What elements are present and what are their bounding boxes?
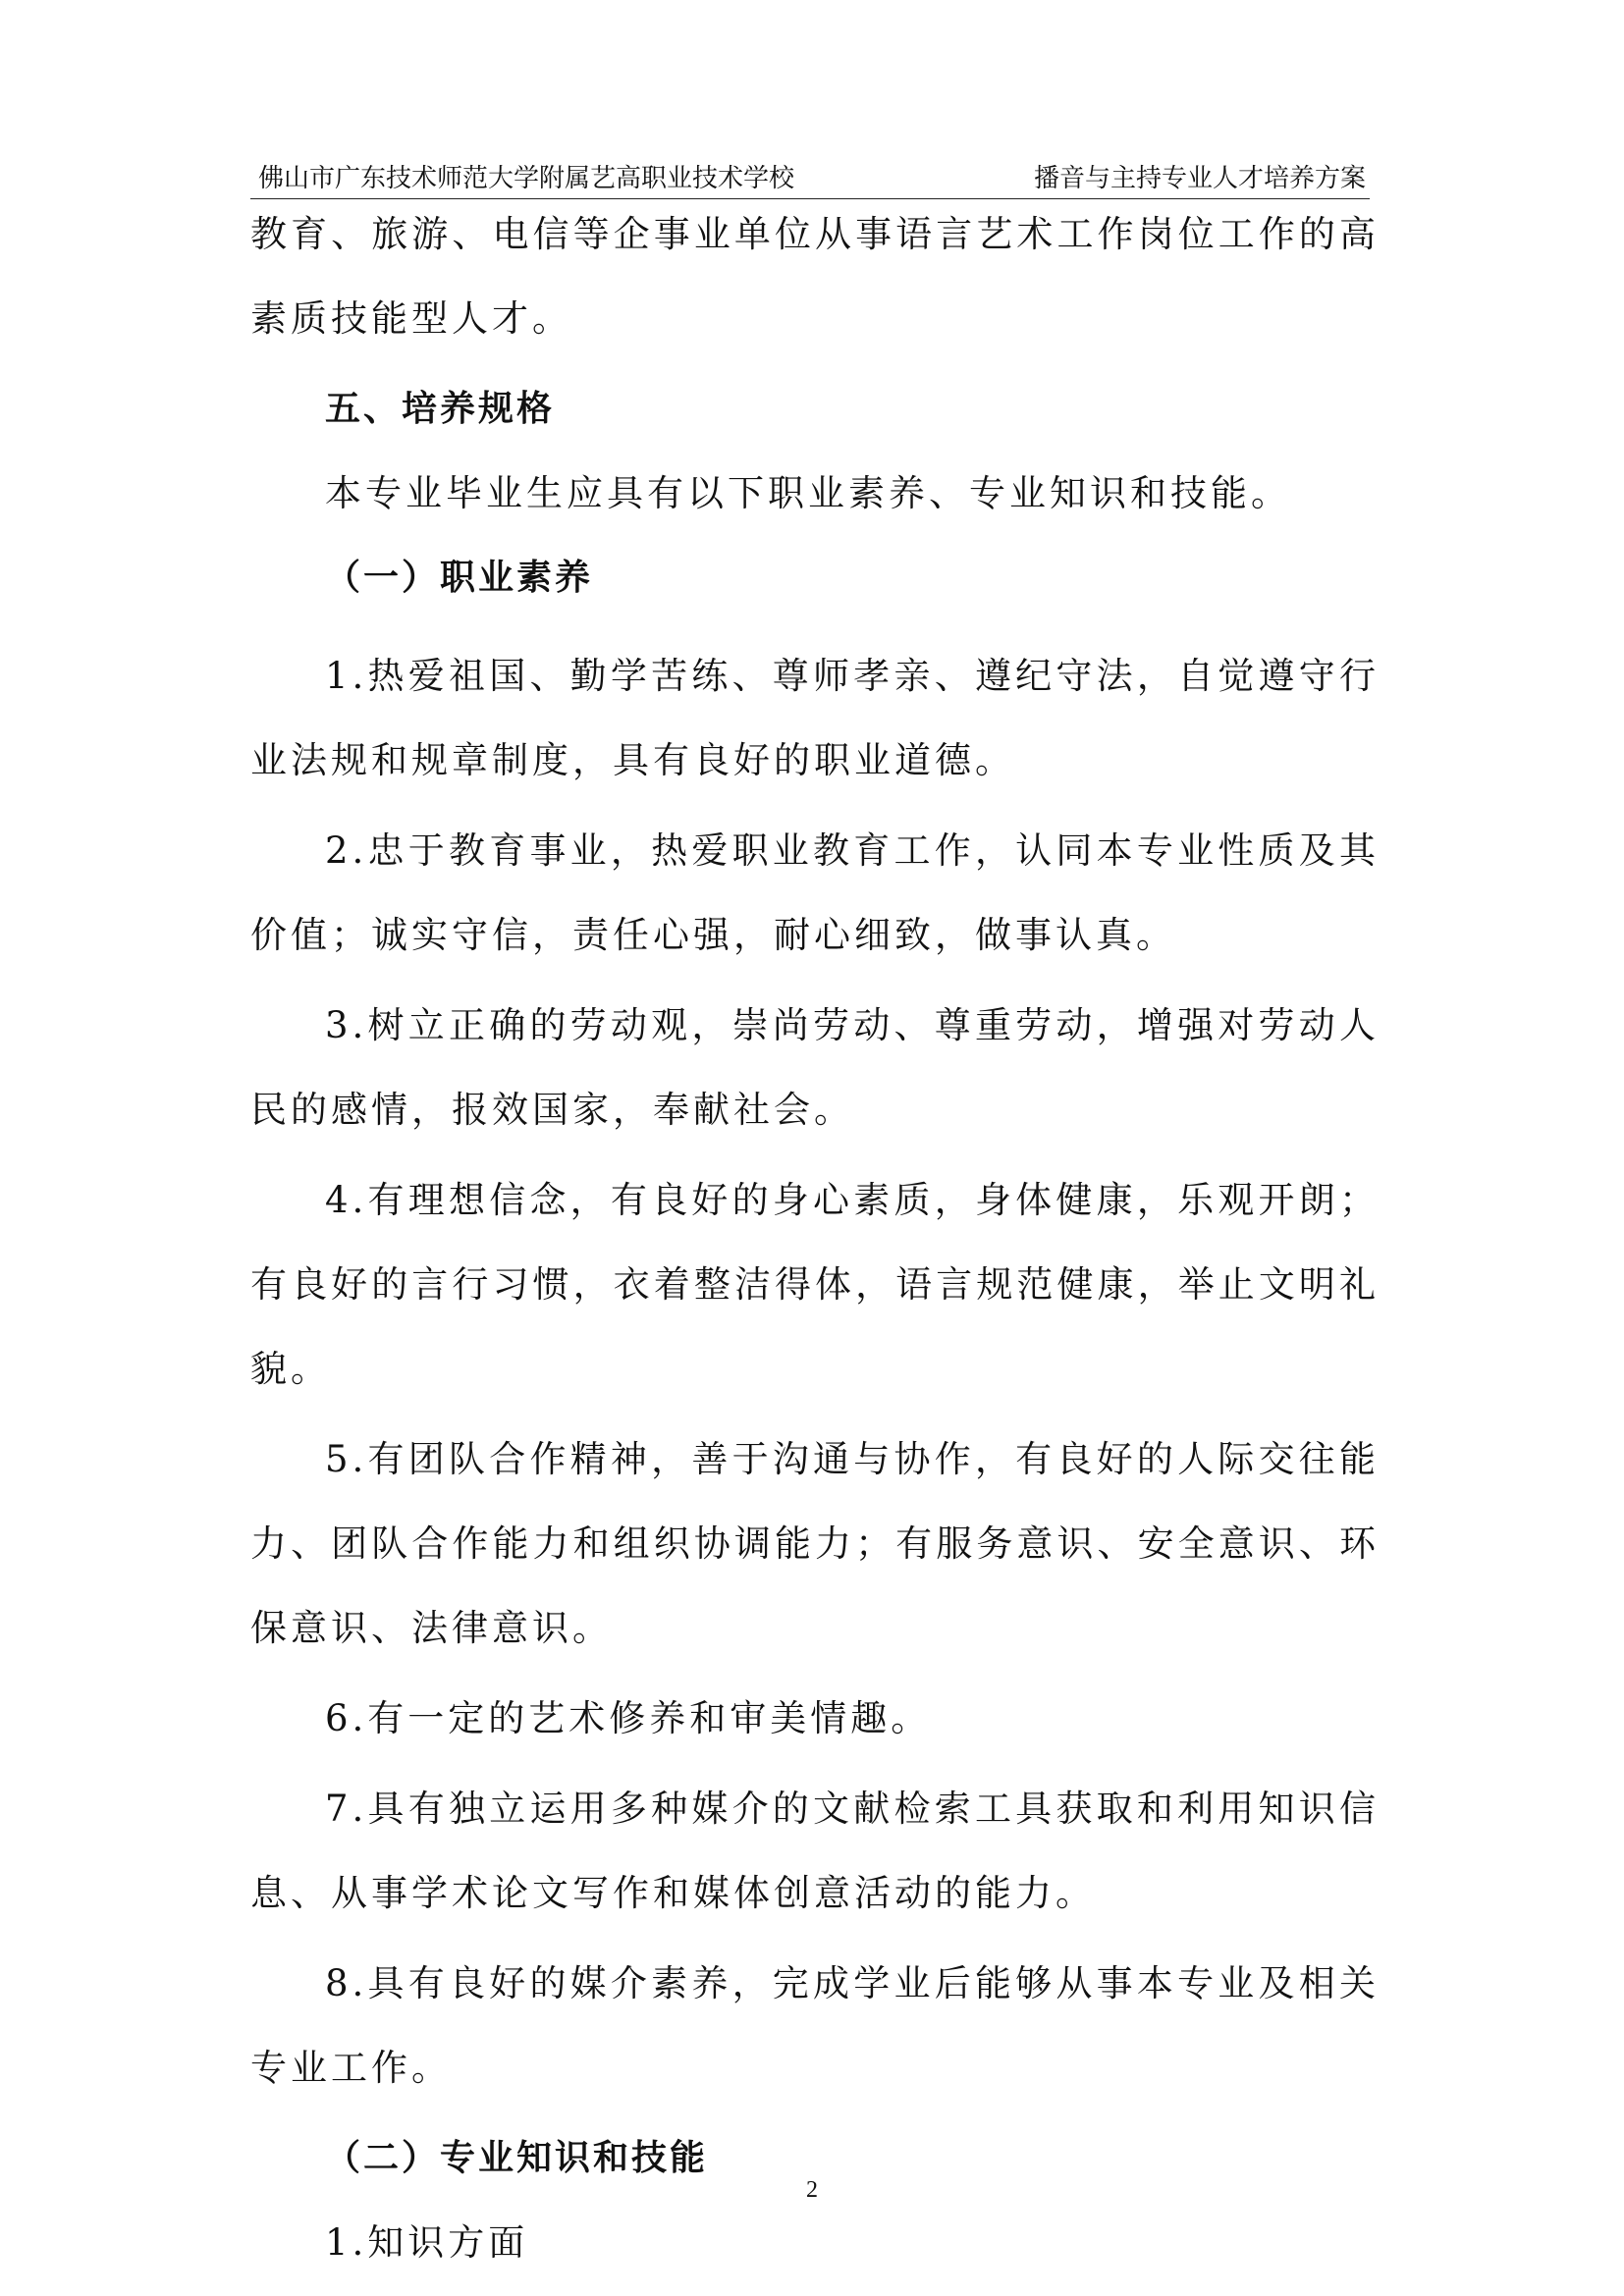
- header-document-title: 播音与主持专业人才培养方案: [1033, 164, 1366, 193]
- document-body: [250, 192, 1380, 2285]
- section-intro-paragraph: 本专业毕业生应具有以下职业素养、专业知识和技能。: [325, 472, 1291, 514]
- list-item: 5.有团队合作精神，善于沟通与协作，有良好的人际交往能力、团队合作能力和组织协调能力；有服务意识、安全意识、环保意识、法律意识。: [250, 1438, 1380, 1649]
- list-item: 6.有一定的艺术修养和审美情趣。: [325, 1697, 932, 1739]
- list-item: 2.忠于教育事业，热爱职业教育工作，认同本专业性质及其价值；诚实守信，责任心强，耐心细致，做事认真。: [250, 829, 1380, 956]
- section-heading: 五、培养规格: [325, 389, 556, 429]
- page-number: 2: [806, 2177, 818, 2203]
- intro-continued-paragraph: 教育、旅游、电信等企事业单位从事语言艺术工作岗位工作的高素质技能型人才。: [250, 213, 1380, 340]
- list-item: 7.具有独立运用多种媒介的文献检索工具获取和利用知识信息、从事学术论文写作和媒体创意活动的能力。: [250, 1788, 1380, 1914]
- subsection-heading-professional-quality: （一）职业素养: [325, 558, 594, 598]
- list-item: 1.热爱祖国、勤学苦练、尊师孝亲、遵纪守法，自觉遵守行业法规和规章制度，具有良好的职业道德。: [250, 655, 1380, 781]
- knowledge-item-heading: 1.知识方面: [325, 2221, 529, 2264]
- list-item: 4.有理想信念，有良好的身心素质，身体健康，乐观开朗；有良好的言行习惯，衣着整洁得体，语言规范健康，举止文明礼貌。: [250, 1179, 1380, 1390]
- header-school-name: 佛山市广东技术师范大学附属艺高职业技术学校: [258, 164, 795, 193]
- list-item: 8.具有良好的媒介素养，完成学业后能够从事本专业及相关专业工作。: [250, 1962, 1380, 2089]
- list-item: 3.树立正确的劳动观，崇尚劳动、尊重劳动，增强对劳动人民的感情，报效国家，奉献社会。: [250, 1004, 1380, 1131]
- subsection-heading-knowledge-skills: （二）专业知识和技能: [325, 2138, 709, 2178]
